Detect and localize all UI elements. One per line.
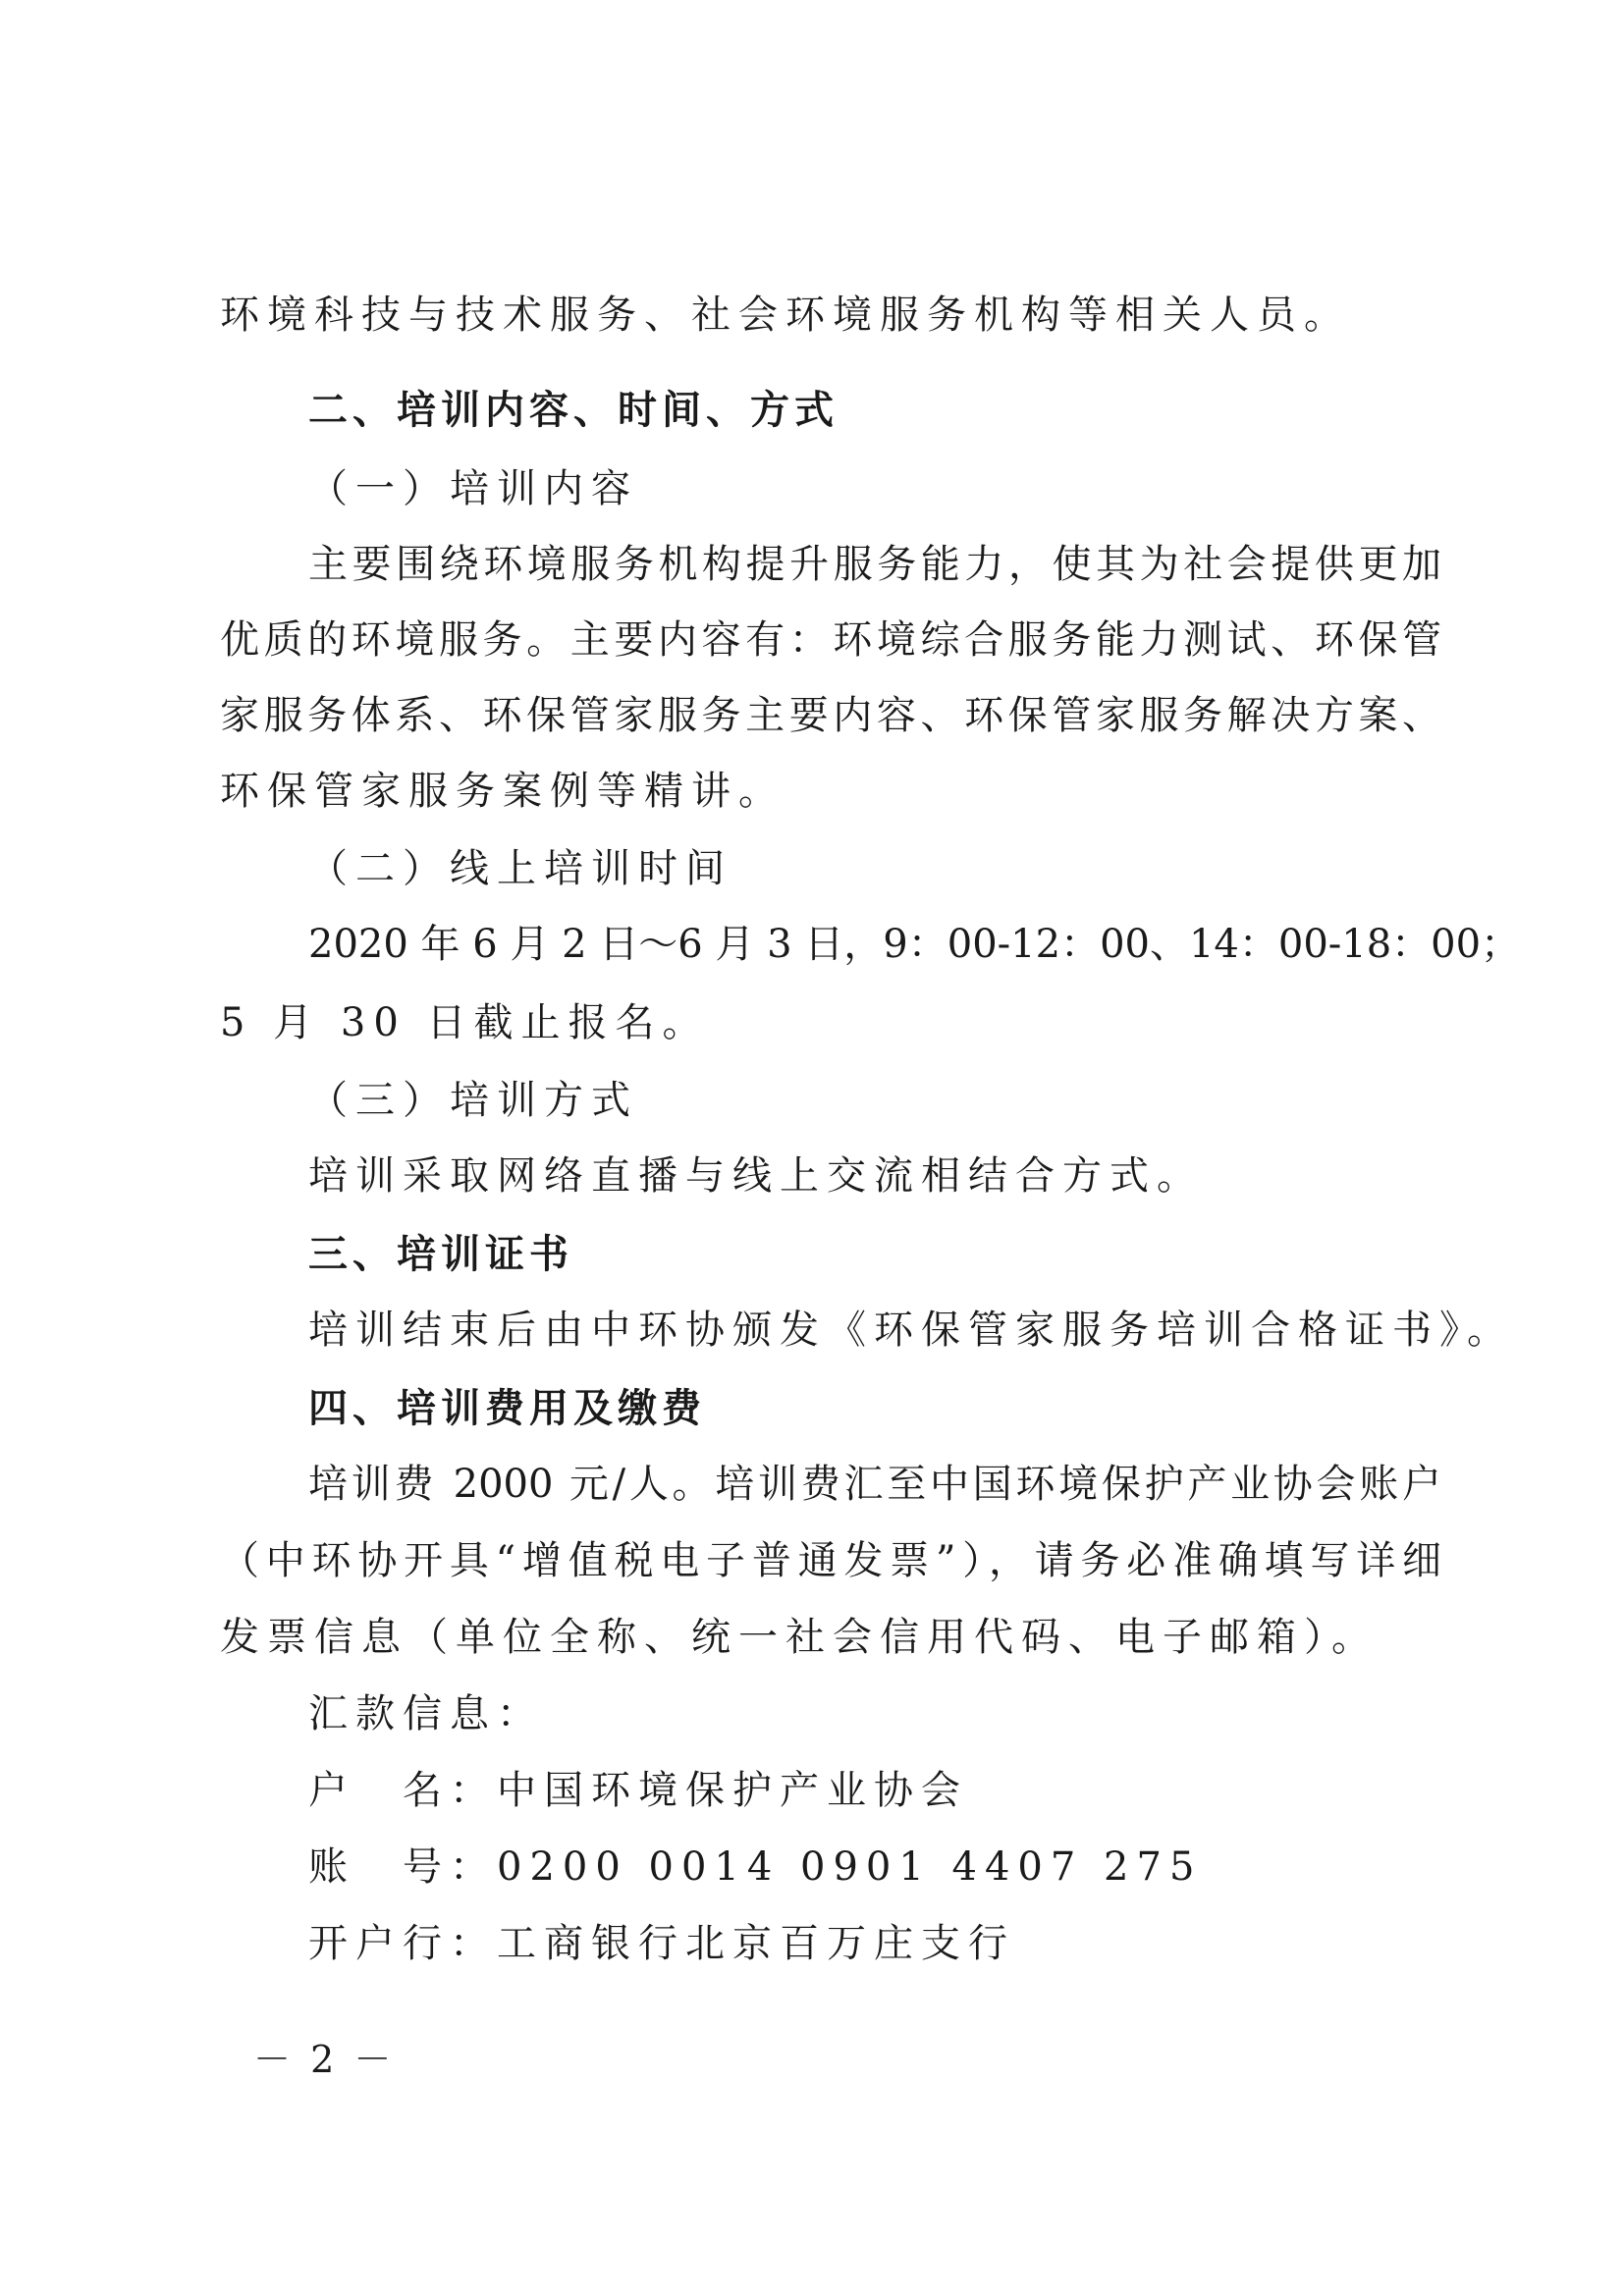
section-heading: 二、培训内容、时间、方式 <box>308 388 839 433</box>
body-text-line: 优质的环境服务。主要内容有：环境综合服务能力测试、环保管 <box>220 617 1441 663</box>
body-text-line: 环保管家服务案例等精讲。 <box>220 769 785 814</box>
section-heading: 四、培训费用及缴费 <box>308 1386 706 1431</box>
body-text-line: 主要围绕环境服务机构提升服务能力，使其为社会提供更加 <box>308 542 1441 587</box>
page-number: － 2 － <box>253 2038 396 2081</box>
body-text-line: 发票信息（单位全称、统一社会信用代码、电子邮箱）。 <box>220 1615 1379 1660</box>
subsection-heading: （二）线上培训时间 <box>308 846 732 891</box>
body-text-line: （中环协开具“增值税电子普通发票”），请务必准确填写详细 <box>220 1538 1441 1583</box>
body-text-line: 5 月 30 日截止报名。 <box>220 1000 710 1045</box>
bank-branch-line: 开户行：工商银行北京百万庄支行 <box>308 1921 1015 1966</box>
body-text-line: 培训采取网络直播与线上交流相结合方式。 <box>308 1153 1204 1199</box>
body-text-line: 培训费 2000 元/人。培训费汇至中国环境保护产业协会账户 <box>308 1462 1441 1507</box>
body-text-line: 2020 年 6 月 2 日～6 月 3 日，9：00-12：00、14：00-18：00； <box>308 922 1521 967</box>
body-text-line: 环境科技与技术服务、社会环境服务机构等相关人员。 <box>220 293 1351 338</box>
account-name-line: 户 名：中国环境保护产业协会 <box>308 1768 968 1813</box>
body-text-line: 家服务体系、环保管家服务主要内容、环保管家服务解决方案、 <box>220 693 1441 738</box>
body-text-line: 培训结束后由中环协颁发《环保管家服务培训合格证书》。 <box>308 1308 1514 1353</box>
subsection-heading: （一）培训内容 <box>308 466 638 511</box>
account-number-line: 账 号：0200 0014 0901 4407 275 <box>308 1844 1203 1890</box>
subsection-heading: （三）培训方式 <box>308 1078 638 1123</box>
section-heading: 三、培训证书 <box>308 1232 573 1277</box>
remittance-label: 汇款信息： <box>308 1691 544 1736</box>
